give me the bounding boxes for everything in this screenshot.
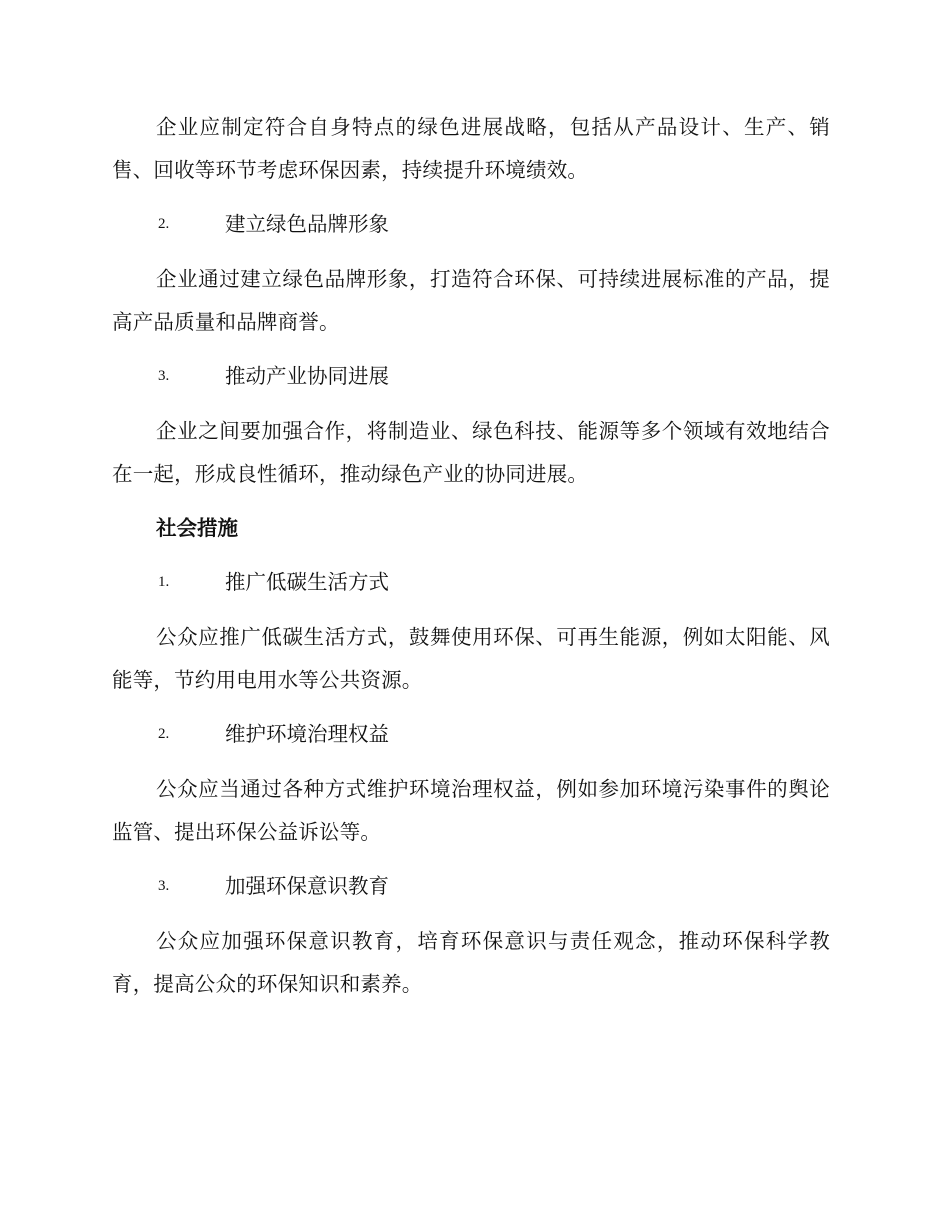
paragraph-green-strategy: 企业应制定符合自身特点的绿色进展战略，包括从产品设计、生产、销售、回收等环节考虑环保因素，持续提升环境绩效。 [112,115,830,182]
list-item-label: 建立绿色品牌形象 [225,212,389,236]
paragraph-eco-education: 公众应加强环保意识教育，培育环保意识与责任观念，推动环保科学教育，提高公众的环保知识和素养。 [112,929,830,996]
list-number: 2. [158,726,170,742]
list-item-label: 推广低碳生活方式 [225,570,389,594]
paragraph-environment-rights: 公众应当通过各种方式维护环境治理权益，例如参加环境污染事件的舆论监管、提出环保公益诉讼等。 [112,777,830,844]
list-item-label: 维护环境治理权益 [225,722,389,746]
paragraph-low-carbon: 公众应推广低碳生活方式，鼓舞使用环保、可再生能源，例如太阳能、风能等，节约用电用水等公共资源。 [112,625,830,692]
list-number: 3. [158,878,170,894]
list-item-label: 加强环保意识教育 [225,874,389,898]
paragraph-industry-synergy: 企业之间要加强合作，将制造业、绿色科技、能源等多个领域有效地结合在一起，形成良性循环，推动绿色产业的协同进展。 [112,419,830,486]
list-number: 1. [158,574,170,590]
paragraph-green-brand: 企业通过建立绿色品牌形象，打造符合环保、可持续进展标准的产品，提高产品质量和品牌商誉。 [112,267,830,334]
section-heading-social: 社会措施 [156,516,238,540]
list-number: 3. [158,368,170,384]
list-number: 2. [158,216,170,232]
list-item-label: 推动产业协同进展 [225,364,389,388]
